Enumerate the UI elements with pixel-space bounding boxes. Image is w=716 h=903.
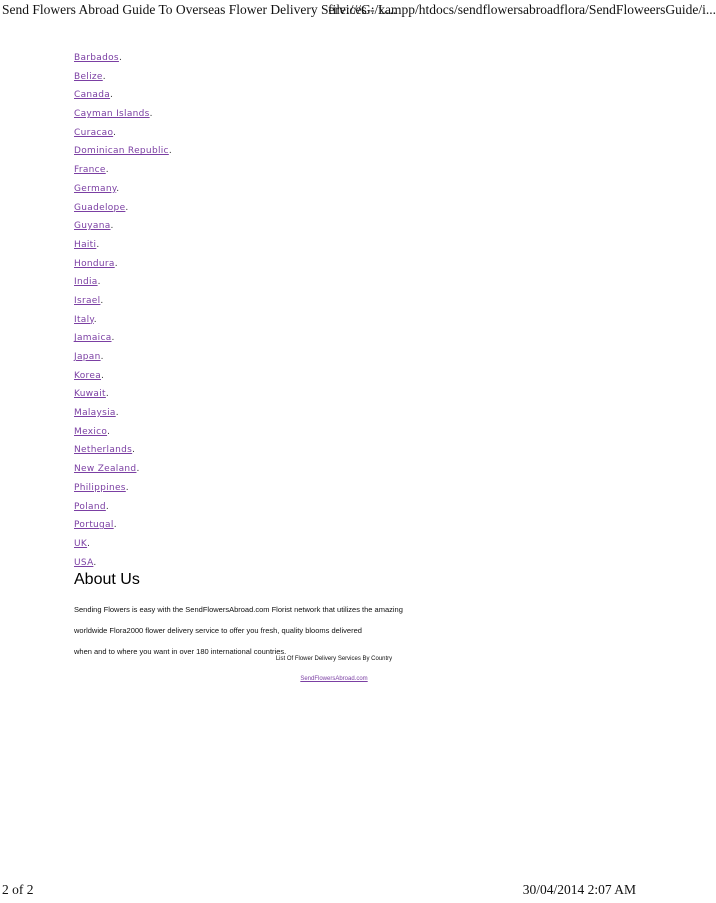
list-item-suffix: .	[93, 557, 97, 568]
country-link-cayman-islands[interactable]: Cayman Islands	[74, 109, 150, 120]
list-item	[74, 460, 172, 479]
list-item-suffix: .	[115, 408, 119, 419]
list-item	[74, 329, 172, 348]
print-footer	[0, 882, 638, 902]
country-link-philippines[interactable]: Philippines	[74, 482, 126, 493]
country-link-mexico[interactable]: Mexico	[74, 426, 108, 437]
list-item-suffix: .	[97, 277, 101, 288]
country-link-new-zealand[interactable]: New Zealand	[74, 464, 137, 475]
list-item-suffix: .	[136, 464, 140, 475]
list-item-suffix: .	[110, 90, 114, 101]
country-link-hondura[interactable]: Hondura	[74, 258, 115, 269]
list-item-suffix: .	[105, 501, 110, 512]
country-link-uk[interactable]: UK	[74, 538, 88, 549]
country-link-malaysia[interactable]: Malaysia	[74, 408, 116, 419]
list-item	[74, 498, 172, 517]
list-item-suffix: .	[101, 370, 105, 381]
list-item-suffix: .	[125, 202, 129, 213]
print-header-url: file:///G:/xampp/htdocs/sendflowersabroadflora/SendFloweersGuide/i...	[328, 2, 716, 17]
list-item	[74, 142, 172, 161]
list-item-suffix: .	[100, 295, 104, 306]
country-link-dominican-republic[interactable]: Dominican Republic	[74, 146, 169, 157]
list-item-suffix: .	[111, 333, 115, 344]
list-item-suffix: .	[96, 239, 100, 250]
list-item	[74, 161, 172, 180]
list-item	[74, 68, 172, 87]
country-link-curacao[interactable]: Curacao	[74, 127, 114, 138]
list-item	[74, 86, 172, 105]
footer-nav-line	[0, 676, 638, 682]
about-section	[74, 570, 594, 662]
country-link-korea[interactable]: Korea	[74, 370, 102, 381]
list-item-suffix: .	[113, 520, 117, 531]
list-item-suffix: .	[149, 109, 153, 120]
list-item	[74, 516, 172, 535]
list-item-suffix: .	[105, 165, 109, 176]
list-item	[74, 311, 172, 330]
list-item	[74, 479, 172, 498]
list-item	[74, 385, 172, 404]
list-item-suffix: .	[110, 221, 114, 232]
country-link-usa[interactable]: USA	[74, 557, 94, 568]
about-heading: About Us	[74, 571, 140, 588]
country-link-france[interactable]: France	[74, 165, 106, 176]
list-item-suffix: .	[93, 314, 97, 325]
list-item	[74, 404, 172, 423]
country-link-italy[interactable]: Italy	[74, 314, 94, 325]
about-text-line: Sending Flowers is easy with the SendFlowersAbroad.com Florist network that utilizes the amazing	[74, 605, 403, 614]
list-item	[74, 273, 172, 292]
list-item	[74, 105, 172, 124]
print-datetime: 30/04/2014 2:07 AM	[522, 882, 636, 897]
list-item	[74, 535, 172, 554]
list-item-suffix: .	[105, 389, 110, 400]
list-item	[74, 367, 172, 386]
country-link-kuwait[interactable]: Kuwait	[74, 389, 106, 400]
list-item	[74, 217, 172, 236]
list-item	[74, 292, 172, 311]
country-link-japan[interactable]: Japan	[74, 352, 101, 362]
list-item	[74, 255, 172, 274]
country-link-canada[interactable]: Canada	[74, 90, 111, 101]
country-link-portugal[interactable]: Portugal	[74, 520, 114, 531]
list-item-suffix: .	[168, 146, 172, 157]
list-item-suffix: .	[113, 127, 117, 138]
list-item-suffix: .	[118, 53, 123, 63]
list-item	[74, 441, 172, 460]
country-link-haiti[interactable]: Haiti	[74, 239, 97, 250]
country-link-guadelope[interactable]: Guadelope	[74, 202, 126, 213]
country-list	[74, 49, 172, 572]
list-item	[74, 49, 172, 68]
about-text-line: when and to where you want in over 180 international countries.	[74, 647, 287, 656]
list-item	[74, 423, 172, 442]
list-item-suffix: .	[87, 538, 91, 549]
country-link-belize[interactable]: Belize	[74, 71, 103, 82]
about-text-line: worldwide Flora2000 flower delivery service to offer you fresh, quality blooms delivered	[74, 626, 362, 635]
country-link-barbados[interactable]: Barbados	[74, 53, 119, 63]
list-item-suffix: .	[116, 183, 120, 194]
country-link-poland[interactable]: Poland	[74, 501, 106, 512]
list-item	[74, 348, 172, 367]
list-item-suffix: .	[100, 352, 104, 362]
list-item-suffix: .	[107, 426, 111, 437]
list-item	[74, 124, 172, 143]
print-header-title: Send Flowers Abroad Guide To Overseas Flower Delivery Services - L...	[2, 2, 397, 17]
country-link-germany[interactable]: Germany	[74, 183, 117, 194]
list-item-suffix: .	[114, 258, 118, 269]
print-header	[0, 2, 716, 22]
country-link-israel[interactable]: Israel	[74, 295, 101, 306]
footer-nav-line	[0, 656, 638, 662]
list-item	[74, 199, 172, 218]
list-item-suffix: .	[125, 482, 129, 493]
country-link-netherlands[interactable]: Netherlands	[74, 445, 133, 456]
list-item	[74, 180, 172, 199]
country-link-jamaica[interactable]: Jamaica	[74, 333, 112, 344]
page-number: 2 of 2	[2, 882, 34, 897]
list-item	[74, 236, 172, 255]
site-home-link[interactable]: SendFlowersAbroad.com	[300, 676, 368, 682]
country-link-india[interactable]: India	[74, 277, 98, 288]
list-item-suffix: .	[132, 445, 136, 456]
country-link-guyana[interactable]: Guyana	[74, 221, 111, 232]
list-item-suffix: .	[102, 71, 106, 82]
country-list-link[interactable]: List Of Flower Delivery Services By Country	[275, 656, 393, 662]
